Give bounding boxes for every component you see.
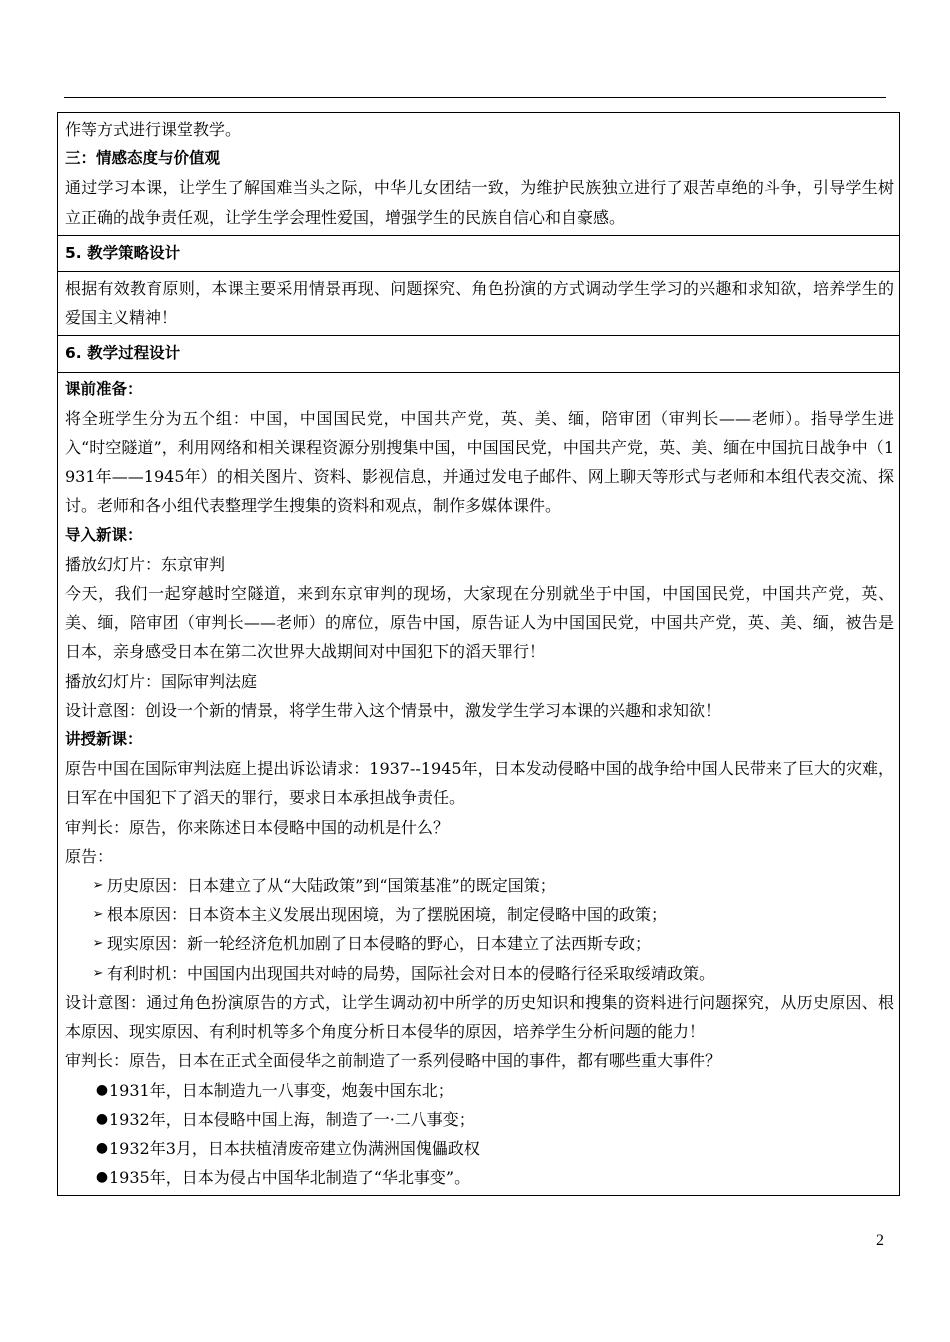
plaintiff-label: 原告： [65,846,114,866]
strategy-body: 根据有效教育原则，本课主要采用情景再现、问题探究、角色扮演的方式调动学生学习的兴趣和求知欲，培养学生的爱国主义精神！ [65,279,894,328]
intro-slide-2: 播放幻灯片：国际审判法庭 [65,671,258,691]
arrow-bullet-icon: ➢ [92,965,104,981]
reason-text: 历史原因：日本建立了从“大陆政策”到“国策基准”的既定国策； [107,876,556,896]
prep-body: 将全班学生分为五个组：中国，中国国民党，中国共产党，英、美、缅，陪审团（审判长——老师）。指导学生进入“时空隧道”，利用网络和相关课程资源分别搜集中国，中国国民党，中国共产党，英、美、缅在中国抗日战争中（1931年——1945年）的相关图片、资料、影视信息，并通过发电子邮件、网上聊天等形式与老师和本组代表交流、探讨。老师和各小组代表整理学生搜集的资料和观点，制作多媒体课件。 [65,408,894,516]
header-rule [64,97,886,98]
attitude-body: 通过学习本课，让学生了解国难当头之际，中华儿女团结一致，为维护民族独立进行了艰苦卓绝的斗争，引导学生树立正确的战争责任观，让学生学会理性爱国，增强学生的民族自信心和自豪感。 [65,178,894,227]
reason-design-intent: 设计意图：通过角色扮演原告的方式，让学生调动初中所学的历史知识和搜集的资料进行问题探究，从历史原因、根本原因、现实原因、有利时机等多个角度分析日本侵华的原因，培养学生分析问题的能力！ [65,992,894,1042]
lesson-plan-table [57,112,900,1196]
teach-heading: 讲授新课： [65,730,143,749]
section-title-process: 6. 教学过程设计 [65,344,181,363]
reason-text: 有利时机：中国国内出现国共对峙的局势，国际社会对日本的侵略行径采取绥靖政策。 [107,963,716,983]
list-item [65,959,894,988]
dot-bullet-icon: ● [95,1110,109,1127]
table-row [58,372,900,1196]
event-text: 1932年，日本侵略中国上海，制造了一·二八事变； [109,1109,475,1129]
dot-bullet-icon: ● [95,1081,109,1098]
strategy-title-cell [58,235,900,271]
section-heading-attitude: 三：情感态度与价值观 [65,149,221,168]
judge-question-2: 审判长：原告，日本在正式全面侵华之前制造了一系列侵略中国的事件，都有哪些重大事件？ [65,1051,722,1071]
dot-bullet-icon: ● [95,1139,109,1156]
section-title-strategy: 5. 教学策略设计 [65,243,181,262]
reason-text: 根本原因：日本资本主义发展出现困境，为了摆脱困境，制定侵略中国的政策； [107,905,668,925]
event-text: 1935年，日本为侵占中国华北制造了“华北事变”。 [109,1168,471,1188]
list-item [65,871,894,900]
intro-heading: 导入新课： [65,525,143,544]
table-row [58,272,900,336]
objectives-cell [58,113,900,236]
list-item [65,1076,894,1105]
prep-heading: 课前准备： [65,379,143,398]
judge-question-1: 审判长：原告，你来陈述日本侵略中国的动机是什么？ [65,817,450,837]
list-item [65,1105,894,1134]
teach-body: 原告中国在国际审判法庭上提出诉讼请求：1937--1945年，日本发动侵略中国的战争给中国人民带来了巨大的灾难，日军在中国犯下了滔天的罪行，要求日本承担战争责任。 [65,759,894,808]
page-number: 2 [876,1232,884,1249]
table-row [58,235,900,271]
intro-slide-1: 播放幻灯片：东京审判 [65,554,226,574]
table-row [58,113,900,236]
process-title-cell [58,336,900,372]
list-item [65,1163,894,1192]
arrow-bullet-icon: ➢ [92,936,104,952]
dot-bullet-icon: ● [95,1169,109,1186]
arrow-bullet-icon: ➢ [92,878,104,894]
events-list [65,1076,894,1193]
list-item [65,929,894,958]
reasons-list [65,871,894,988]
list-item [65,900,894,929]
arrow-bullet-icon: ➢ [92,907,104,923]
intro-body: 今天，我们一起穿越时空隧道，来到东京审判的现场，大家现在分别就坐于中国，中国国民党，中国共产党，英、美、缅，陪审团（审判长——老师）的席位，原告中国，原告证人为中国国民党，中国共产党，英、美、缅，被告是日本，亲身感受日本在第二次世界大战期间对中国犯下的滔天罪行！ [65,584,894,662]
process-body-cell [58,372,900,1196]
reason-text: 现实原因：新一轮经济危机加剧了日本侵略的野心，日本建立了法西斯专政； [107,934,652,954]
table-row [58,336,900,372]
list-item [65,1134,894,1163]
intro-design-intent: 设计意图：创设一个新的情景，将学生带入这个情景中，激发学生学习本课的兴趣和求知欲！ [65,700,722,720]
strategy-body-cell [58,272,900,336]
continuation-text: 作等方式进行课堂教学。 [65,120,242,139]
event-text: 1931年，日本制造九一八事变，炮轰中国东北； [109,1080,454,1100]
event-text: 1932年3月，日本扶植清废帝建立伪满洲国傀儡政权 [109,1138,480,1158]
